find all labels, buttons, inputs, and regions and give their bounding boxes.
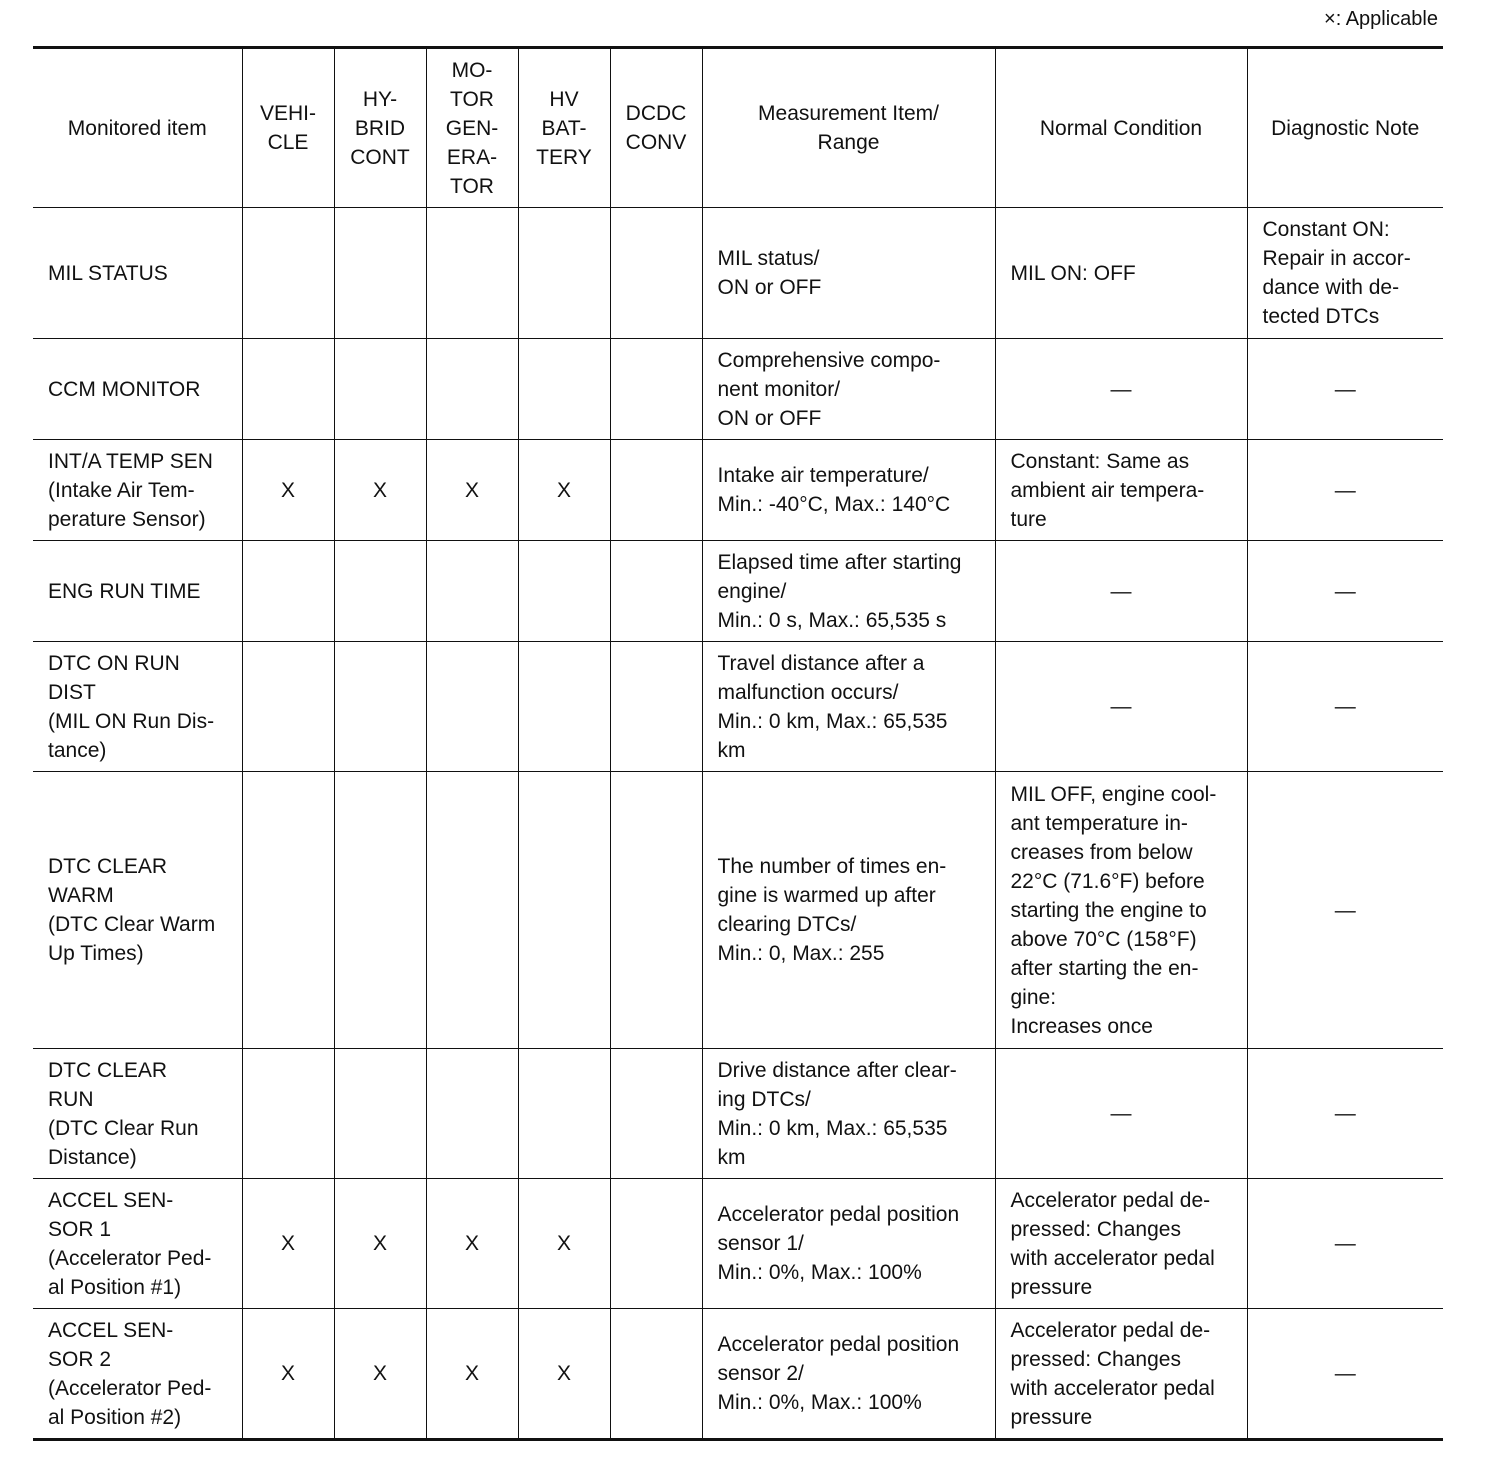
table-row bbox=[33, 1049, 1443, 1179]
cell-hybrid bbox=[334, 642, 426, 772]
cell-monitored-item: ACCEL SEN- SOR 2 (Accelerator Ped- al Position #2) bbox=[33, 1309, 242, 1440]
cell-monitored-item: DTC CLEAR WARM (DTC Clear Warm Up Times) bbox=[33, 772, 242, 1049]
cell-hybrid: X bbox=[334, 440, 426, 541]
cell-hybrid: X bbox=[334, 1179, 426, 1309]
cell-motor: X bbox=[426, 1179, 518, 1309]
cell-vehicle bbox=[242, 208, 334, 339]
cell-normal-condition: Constant: Same as ambient air tempera- ture bbox=[995, 440, 1247, 541]
cell-dcdc bbox=[610, 339, 702, 440]
cell-hybrid bbox=[334, 1049, 426, 1179]
cell-monitored-item: MIL STATUS bbox=[33, 208, 242, 339]
table-row bbox=[33, 1309, 1443, 1440]
cell-normal-condition: MIL ON: OFF bbox=[995, 208, 1247, 339]
cell-hv-battery bbox=[518, 208, 610, 339]
cell-hv-battery bbox=[518, 339, 610, 440]
cell-motor bbox=[426, 642, 518, 772]
cell-measurement: Drive distance after clear- ing DTCs/ Min.: 0 km, Max.: 65,535 km bbox=[702, 1049, 995, 1179]
cell-hybrid bbox=[334, 339, 426, 440]
table-row bbox=[33, 208, 1443, 339]
cell-vehicle bbox=[242, 642, 334, 772]
cell-dcdc bbox=[610, 1049, 702, 1179]
cell-motor bbox=[426, 772, 518, 1049]
cell-vehicle bbox=[242, 541, 334, 642]
cell-hv-battery bbox=[518, 541, 610, 642]
cell-monitored-item: CCM MONITOR bbox=[33, 339, 242, 440]
cell-motor bbox=[426, 1049, 518, 1179]
header-dcdc: DCDC CONV bbox=[610, 48, 702, 208]
header-hybrid: HY- BRID CONT bbox=[334, 48, 426, 208]
cell-measurement: Travel distance after a malfunction occurs/ Min.: 0 km, Max.: 65,535 km bbox=[702, 642, 995, 772]
header-hv-battery: HV BAT- TERY bbox=[518, 48, 610, 208]
cell-vehicle: X bbox=[242, 440, 334, 541]
cell-diagnostic-note: Constant ON: Repair in accor- dance with de- tected DTCs bbox=[1247, 208, 1443, 339]
cell-measurement: Comprehensive compo- nent monitor/ ON or OFF bbox=[702, 339, 995, 440]
cell-normal-condition: — bbox=[995, 541, 1247, 642]
header-vehicle: VEHI- CLE bbox=[242, 48, 334, 208]
table-row bbox=[33, 1179, 1443, 1309]
cell-dcdc bbox=[610, 772, 702, 1049]
applicable-legend: ×: Applicable bbox=[1324, 8, 1438, 30]
cell-motor bbox=[426, 339, 518, 440]
cell-diagnostic-note: — bbox=[1247, 541, 1443, 642]
cell-dcdc bbox=[610, 1309, 702, 1440]
cell-measurement: Accelerator pedal position sensor 2/ Min.: 0%, Max.: 100% bbox=[702, 1309, 995, 1440]
cell-hv-battery bbox=[518, 642, 610, 772]
cell-hybrid bbox=[334, 541, 426, 642]
table-row bbox=[33, 440, 1443, 541]
header-monitored-item: Monitored item bbox=[33, 48, 242, 208]
header-row bbox=[33, 48, 1443, 208]
cell-dcdc bbox=[610, 208, 702, 339]
cell-vehicle bbox=[242, 1049, 334, 1179]
cell-monitored-item: DTC CLEAR RUN (DTC Clear Run Distance) bbox=[33, 1049, 242, 1179]
cell-normal-condition: Accelerator pedal de- pressed: Changes with accelerator pedal pressure bbox=[995, 1309, 1247, 1440]
cell-diagnostic-note: — bbox=[1247, 1179, 1443, 1309]
cell-measurement: The number of times en- gine is warmed up after clearing DTCs/ Min.: 0, Max.: 255 bbox=[702, 772, 995, 1049]
cell-normal-condition: Accelerator pedal de- pressed: Changes with accelerator pedal pressure bbox=[995, 1179, 1247, 1309]
table-row bbox=[33, 541, 1443, 642]
cell-dcdc bbox=[610, 541, 702, 642]
cell-hybrid bbox=[334, 772, 426, 1049]
cell-hv-battery: X bbox=[518, 1179, 610, 1309]
cell-hv-battery bbox=[518, 772, 610, 1049]
cell-dcdc bbox=[610, 440, 702, 541]
monitor-table bbox=[33, 46, 1443, 1441]
cell-vehicle: X bbox=[242, 1309, 334, 1440]
cell-diagnostic-note: — bbox=[1247, 440, 1443, 541]
header-measurement: Measurement Item/ Range bbox=[702, 48, 995, 208]
cell-dcdc bbox=[610, 1179, 702, 1309]
table-row bbox=[33, 339, 1443, 440]
cell-normal-condition: — bbox=[995, 339, 1247, 440]
cell-diagnostic-note: — bbox=[1247, 1049, 1443, 1179]
cell-measurement: Accelerator pedal position sensor 1/ Min.: 0%, Max.: 100% bbox=[702, 1179, 995, 1309]
cell-vehicle bbox=[242, 772, 334, 1049]
cell-motor: X bbox=[426, 440, 518, 541]
table-row bbox=[33, 642, 1443, 772]
cell-motor bbox=[426, 208, 518, 339]
cell-normal-condition: — bbox=[995, 642, 1247, 772]
cell-monitored-item: DTC ON RUN DIST (MIL ON Run Dis- tance) bbox=[33, 642, 242, 772]
cell-hv-battery: X bbox=[518, 1309, 610, 1440]
header-normal-condition: Normal Condition bbox=[995, 48, 1247, 208]
cell-measurement: Intake air temperature/ Min.: -40°C, Max.: 140°C bbox=[702, 440, 995, 541]
cell-normal-condition: — bbox=[995, 1049, 1247, 1179]
cell-vehicle: X bbox=[242, 1179, 334, 1309]
cell-vehicle bbox=[242, 339, 334, 440]
cell-motor: X bbox=[426, 1309, 518, 1440]
cell-motor bbox=[426, 541, 518, 642]
cell-hybrid: X bbox=[334, 1309, 426, 1440]
cell-monitored-item: ACCEL SEN- SOR 1 (Accelerator Ped- al Position #1) bbox=[33, 1179, 242, 1309]
cell-hv-battery: X bbox=[518, 440, 610, 541]
header-diagnostic-note: Diagnostic Note bbox=[1247, 48, 1443, 208]
cell-dcdc bbox=[610, 642, 702, 772]
cell-measurement: MIL status/ ON or OFF bbox=[702, 208, 995, 339]
cell-measurement: Elapsed time after starting engine/ Min.: 0 s, Max.: 65,535 s bbox=[702, 541, 995, 642]
table-row bbox=[33, 772, 1443, 1049]
cell-diagnostic-note: — bbox=[1247, 339, 1443, 440]
header-motor: MO- TOR GEN- ERA- TOR bbox=[426, 48, 518, 208]
cell-monitored-item: INT/A TEMP SEN (Intake Air Tem- perature Sensor) bbox=[33, 440, 242, 541]
cell-diagnostic-note: — bbox=[1247, 772, 1443, 1049]
cell-monitored-item: ENG RUN TIME bbox=[33, 541, 242, 642]
cell-normal-condition: MIL OFF, engine cool- ant temperature in- creases from below 22°C (71.6°F) before starting the engine to above 70°C (158°F) after starting the en- gine: Increases once bbox=[995, 772, 1247, 1049]
cell-hybrid bbox=[334, 208, 426, 339]
cell-diagnostic-note: — bbox=[1247, 1309, 1443, 1440]
cell-hv-battery bbox=[518, 1049, 610, 1179]
cell-diagnostic-note: — bbox=[1247, 642, 1443, 772]
